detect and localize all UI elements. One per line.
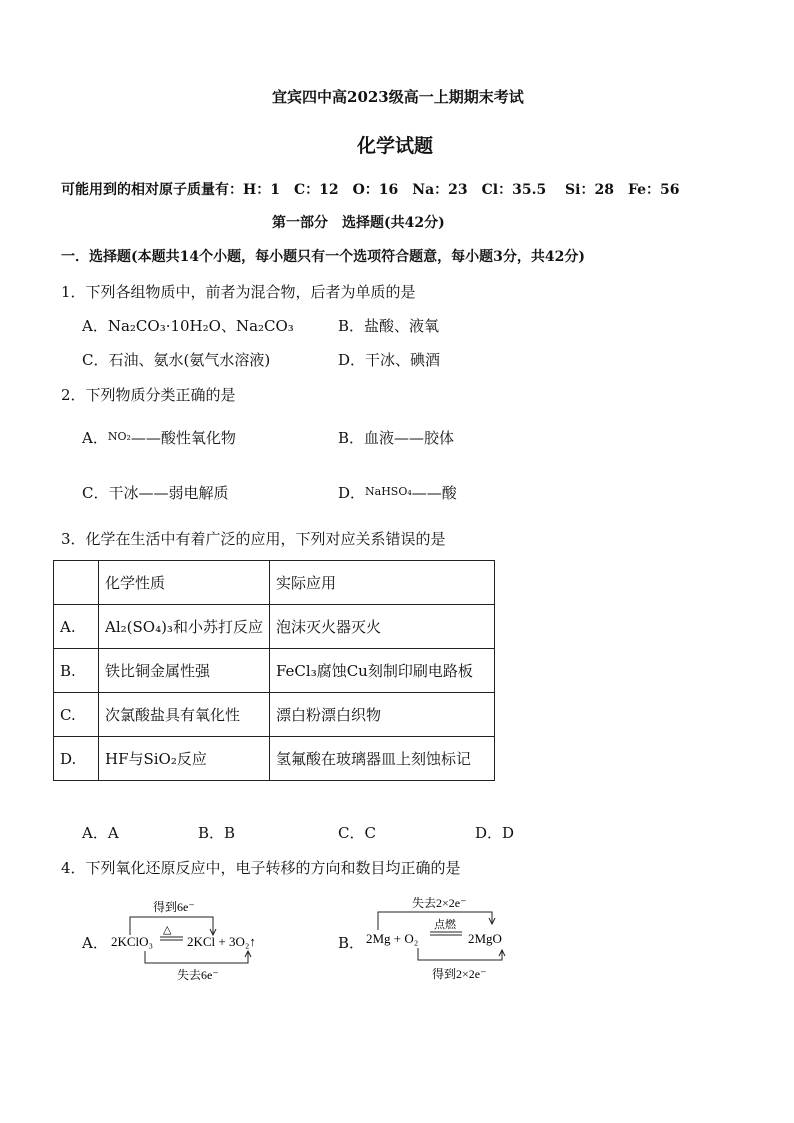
q4-b-bottom-label: 得到2×2e⁻	[432, 967, 487, 981]
q1-option-a: A．Na₂CO₃·10H₂O、Na₂CO₃	[82, 317, 294, 335]
q1-option-c: C．石油、氨水(氨气水溶液)	[82, 351, 271, 369]
q2-stem: 2．下列物质分类正确的是	[61, 386, 236, 404]
table-cell: 次氯酸盐具有氧化性	[99, 693, 270, 737]
q2-option-d-formula: NaHSO₄	[365, 485, 412, 498]
atomic-masses: 可能用到的相对原子质量有：H：1 C：12 O：16 Na：23 Cl：35.5 Si：28 Fe：56	[61, 182, 680, 198]
q4-a-top-bracket	[130, 917, 213, 935]
q2-option-d-label: D．	[338, 484, 366, 502]
table-cell: HF与SiO₂反应	[99, 737, 270, 781]
q3-table	[53, 560, 495, 781]
q2-option-d-text: ——酸	[411, 484, 457, 502]
table-cell: 漂白粉漂白织物	[269, 693, 494, 737]
table-cell: 铁比铜金属性强	[99, 649, 270, 693]
q3-option-a: A．A	[82, 824, 119, 842]
q4-b-lhs: 2Mg + O₂	[366, 931, 419, 946]
part-title: 第一部分 选择题(共42分)	[272, 215, 445, 231]
q2-option-a-formula: NO₂	[107, 430, 131, 443]
q2-option-a	[82, 427, 236, 448]
table-header-cell	[54, 561, 99, 605]
q2-option-a-text: ——酸性氧化物	[130, 429, 236, 447]
table-cell: Al₂(SO₄)₃和小苏打反应	[99, 605, 270, 649]
q4-option-b-diagram	[360, 892, 530, 987]
q4-a-top-label: 得到6e⁻	[153, 900, 195, 914]
table-cell: 氢氟酸在玻璃器皿上刻蚀标记	[269, 737, 494, 781]
q4-stem: 4．下列氧化还原反应中，电子转移的方向和数目均正确的是	[61, 859, 461, 877]
q3-option-c: C．C	[338, 824, 376, 842]
q4-b-condition: 点燃	[434, 919, 456, 931]
table-row	[54, 605, 495, 649]
table-cell: A.	[54, 605, 99, 649]
table-cell: B.	[54, 649, 99, 693]
table-cell: D.	[54, 737, 99, 781]
q4-b-bottom-bracket	[418, 948, 502, 960]
table-header-cell: 实际应用	[269, 561, 494, 605]
q1-option-d: D．干冰、碘酒	[338, 351, 441, 369]
table-cell: C.	[54, 693, 99, 737]
q4-b-top-label: 失去2×2e⁻	[412, 896, 467, 910]
subject-title: 化学试题	[357, 135, 434, 157]
table-row	[54, 693, 495, 737]
table-cell: 泡沫灭火器灭火	[269, 605, 494, 649]
table-row	[54, 649, 495, 693]
q4-option-a-diagram	[105, 895, 275, 985]
q4-b-rhs: 2MgO	[468, 931, 502, 946]
q4-a-condition: △	[163, 924, 172, 936]
q1-option-b: B．盐酸、液氧	[338, 317, 440, 335]
section-title: 一．选择题(本题共14个小题，每小题只有一个选项符合题意，每小题3分，共42分)	[61, 249, 585, 265]
exam-title: 宜宾四中高2023级高一上期期末考试	[272, 88, 524, 106]
q2-option-c: C．干冰——弱电解质	[82, 484, 229, 502]
q2-option-a-label: A．	[82, 429, 108, 447]
table-header-cell: 化学性质	[99, 561, 270, 605]
q2-option-d	[338, 482, 457, 503]
q2-option-b: B．血液——胶体	[338, 429, 455, 447]
q4-a-bottom-bracket	[145, 951, 248, 963]
q1-stem: 1．下列各组物质中，前者为混合物，后者为单质的是	[61, 283, 416, 301]
q3-option-b: B．B	[198, 824, 236, 842]
q4-a-bottom-label: 失去6e⁻	[177, 968, 219, 982]
table-header-row	[54, 561, 495, 605]
table-row	[54, 737, 495, 781]
table-cell: FeCl₃腐蚀Cu刻制印刷电路板	[269, 649, 494, 693]
q4-a-lhs: 2KClO₃	[111, 934, 154, 949]
q4-a-rhs: 2KCl + 3O₂↑	[187, 934, 256, 949]
q4-option-a-label: A．	[82, 934, 108, 952]
q3-stem: 3．化学在生活中有着广泛的应用，下列对应关系错误的是	[61, 530, 446, 548]
q3-option-d: D．D	[475, 824, 515, 842]
q4-option-b-label: B．	[338, 934, 365, 952]
